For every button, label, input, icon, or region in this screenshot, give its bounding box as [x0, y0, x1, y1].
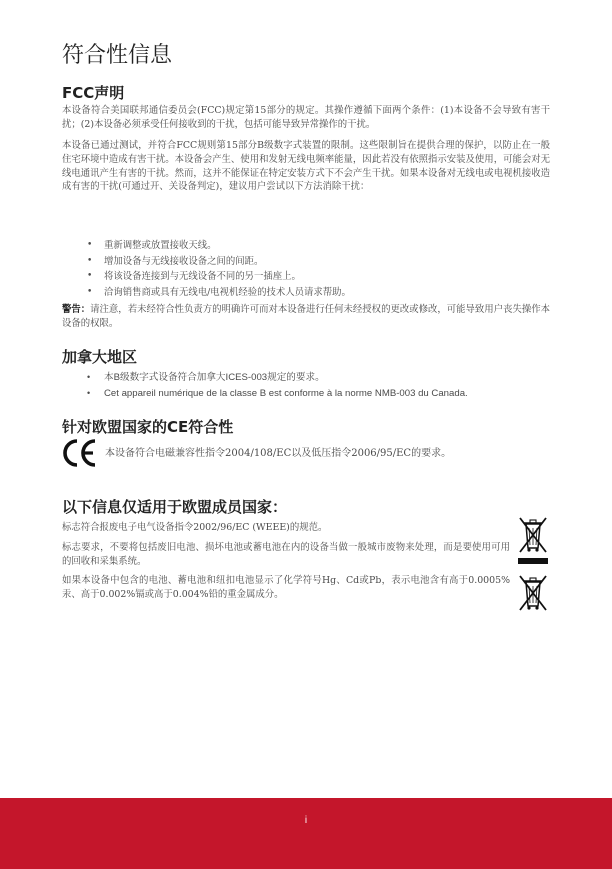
eu-paragraph-1: 标志符合报废电子电气设备指令2002/96/EC (WEEE)的规范。 — [62, 522, 328, 533]
list-item: • Cet appareil numérique de la classe B est conforme à la norme NMB-003 du Canada. — [62, 386, 550, 402]
fcc-paragraph-1: 本设备符合美国联邦通信委员会(FCC)规定第15部分的规定。其操作遵循下面两个条件：(1)本设备不会导致有害干扰；(2)本设备必须承受任何接收到的干扰，包括可能导致异常操作的干扰。 — [62, 105, 550, 130]
page-title: 符合性信息 — [62, 43, 173, 68]
fcc-warning — [62, 303, 550, 331]
list-item: • 增加设备与无线接收设备之间的间距。 — [62, 254, 550, 270]
bullet-icon: • — [87, 271, 93, 281]
fcc-paragraph-2: 本设备已通过测试，并符合FCC规则第15部分B级数字式装置的限制。这些限制旨在提供合理的保护，以防止在一般住宅环境中造成有害干扰。本设备会产生、使用和发射无线电频率能量，因此若没有依照指示安装及使用，可能会对无线电通讯产生有害的干扰。然而，这并不能保证在特定安装方式下不会产生干扰。如果本设备对无线电或电视机接收造成有害的干扰(可通过开、关设备判定)，建议用户尝试以下方法消除干扰： — [62, 140, 550, 193]
bullet-icon: • — [87, 240, 93, 250]
eu-paragraph-3: 如果本设备中包含的电池、蓄电池和纽扣电池显示了化学符号Hg、Cd或Pb，表示电池含有高于0.0005%汞、高于0.002%镉或高于0.004%铅的重金属成分。 — [62, 575, 510, 600]
weee-bar-icon — [518, 558, 548, 564]
page-number: i — [304, 815, 308, 826]
ce-mark-icon — [62, 438, 98, 468]
bullet-icon: • — [87, 387, 91, 398]
eu-heading: 以下信息仅适用于欧盟成员国家： — [62, 498, 288, 516]
weee-bin-icon — [515, 514, 551, 554]
footer-bar — [0, 798, 612, 869]
bullet-icon: • — [87, 372, 91, 382]
ce-heading: 针对欧盟国家的CE符合性 — [62, 418, 234, 436]
eu-paragraph-2: 标志要求，不要将包括废旧电池、损坏电池或蓄电池在内的设备当做一般城市废物来处理，而是要使用可用的回收和采集系统。 — [62, 542, 510, 567]
battery-bin-icon — [515, 572, 551, 612]
list-item: • 将该设备连接到与无线设备不同的另一插座上。 — [62, 269, 550, 285]
fcc-heading: FCC声明 — [62, 84, 125, 102]
list-item: • 重新调整或放置接收天线。 — [62, 238, 550, 254]
list-item: • 本B级数字式设备符合加拿大ICES-003规定的要求。 — [62, 370, 550, 386]
ce-text: 本设备符合电磁兼容性指令2004/108/EC以及低压指令2006/95/EC的要求。 — [105, 448, 452, 459]
list-item: • 洽询销售商或具有无线电/电视机经验的技术人员请求帮助。 — [62, 285, 550, 301]
canada-bullet-list — [62, 370, 550, 401]
fcc-bullet-list — [62, 238, 550, 300]
bullet-icon: • — [87, 255, 93, 266]
warning-label: 警告： — [62, 304, 91, 315]
warning-text: 请注意，若未经符合性负责方的明确许可而对本设备进行任何未经授权的更改或修改，可能导致用户丧失操作本设备的权限。 — [62, 304, 550, 329]
canada-heading: 加拿大地区 — [62, 348, 138, 366]
bullet-icon: • — [87, 286, 93, 297]
